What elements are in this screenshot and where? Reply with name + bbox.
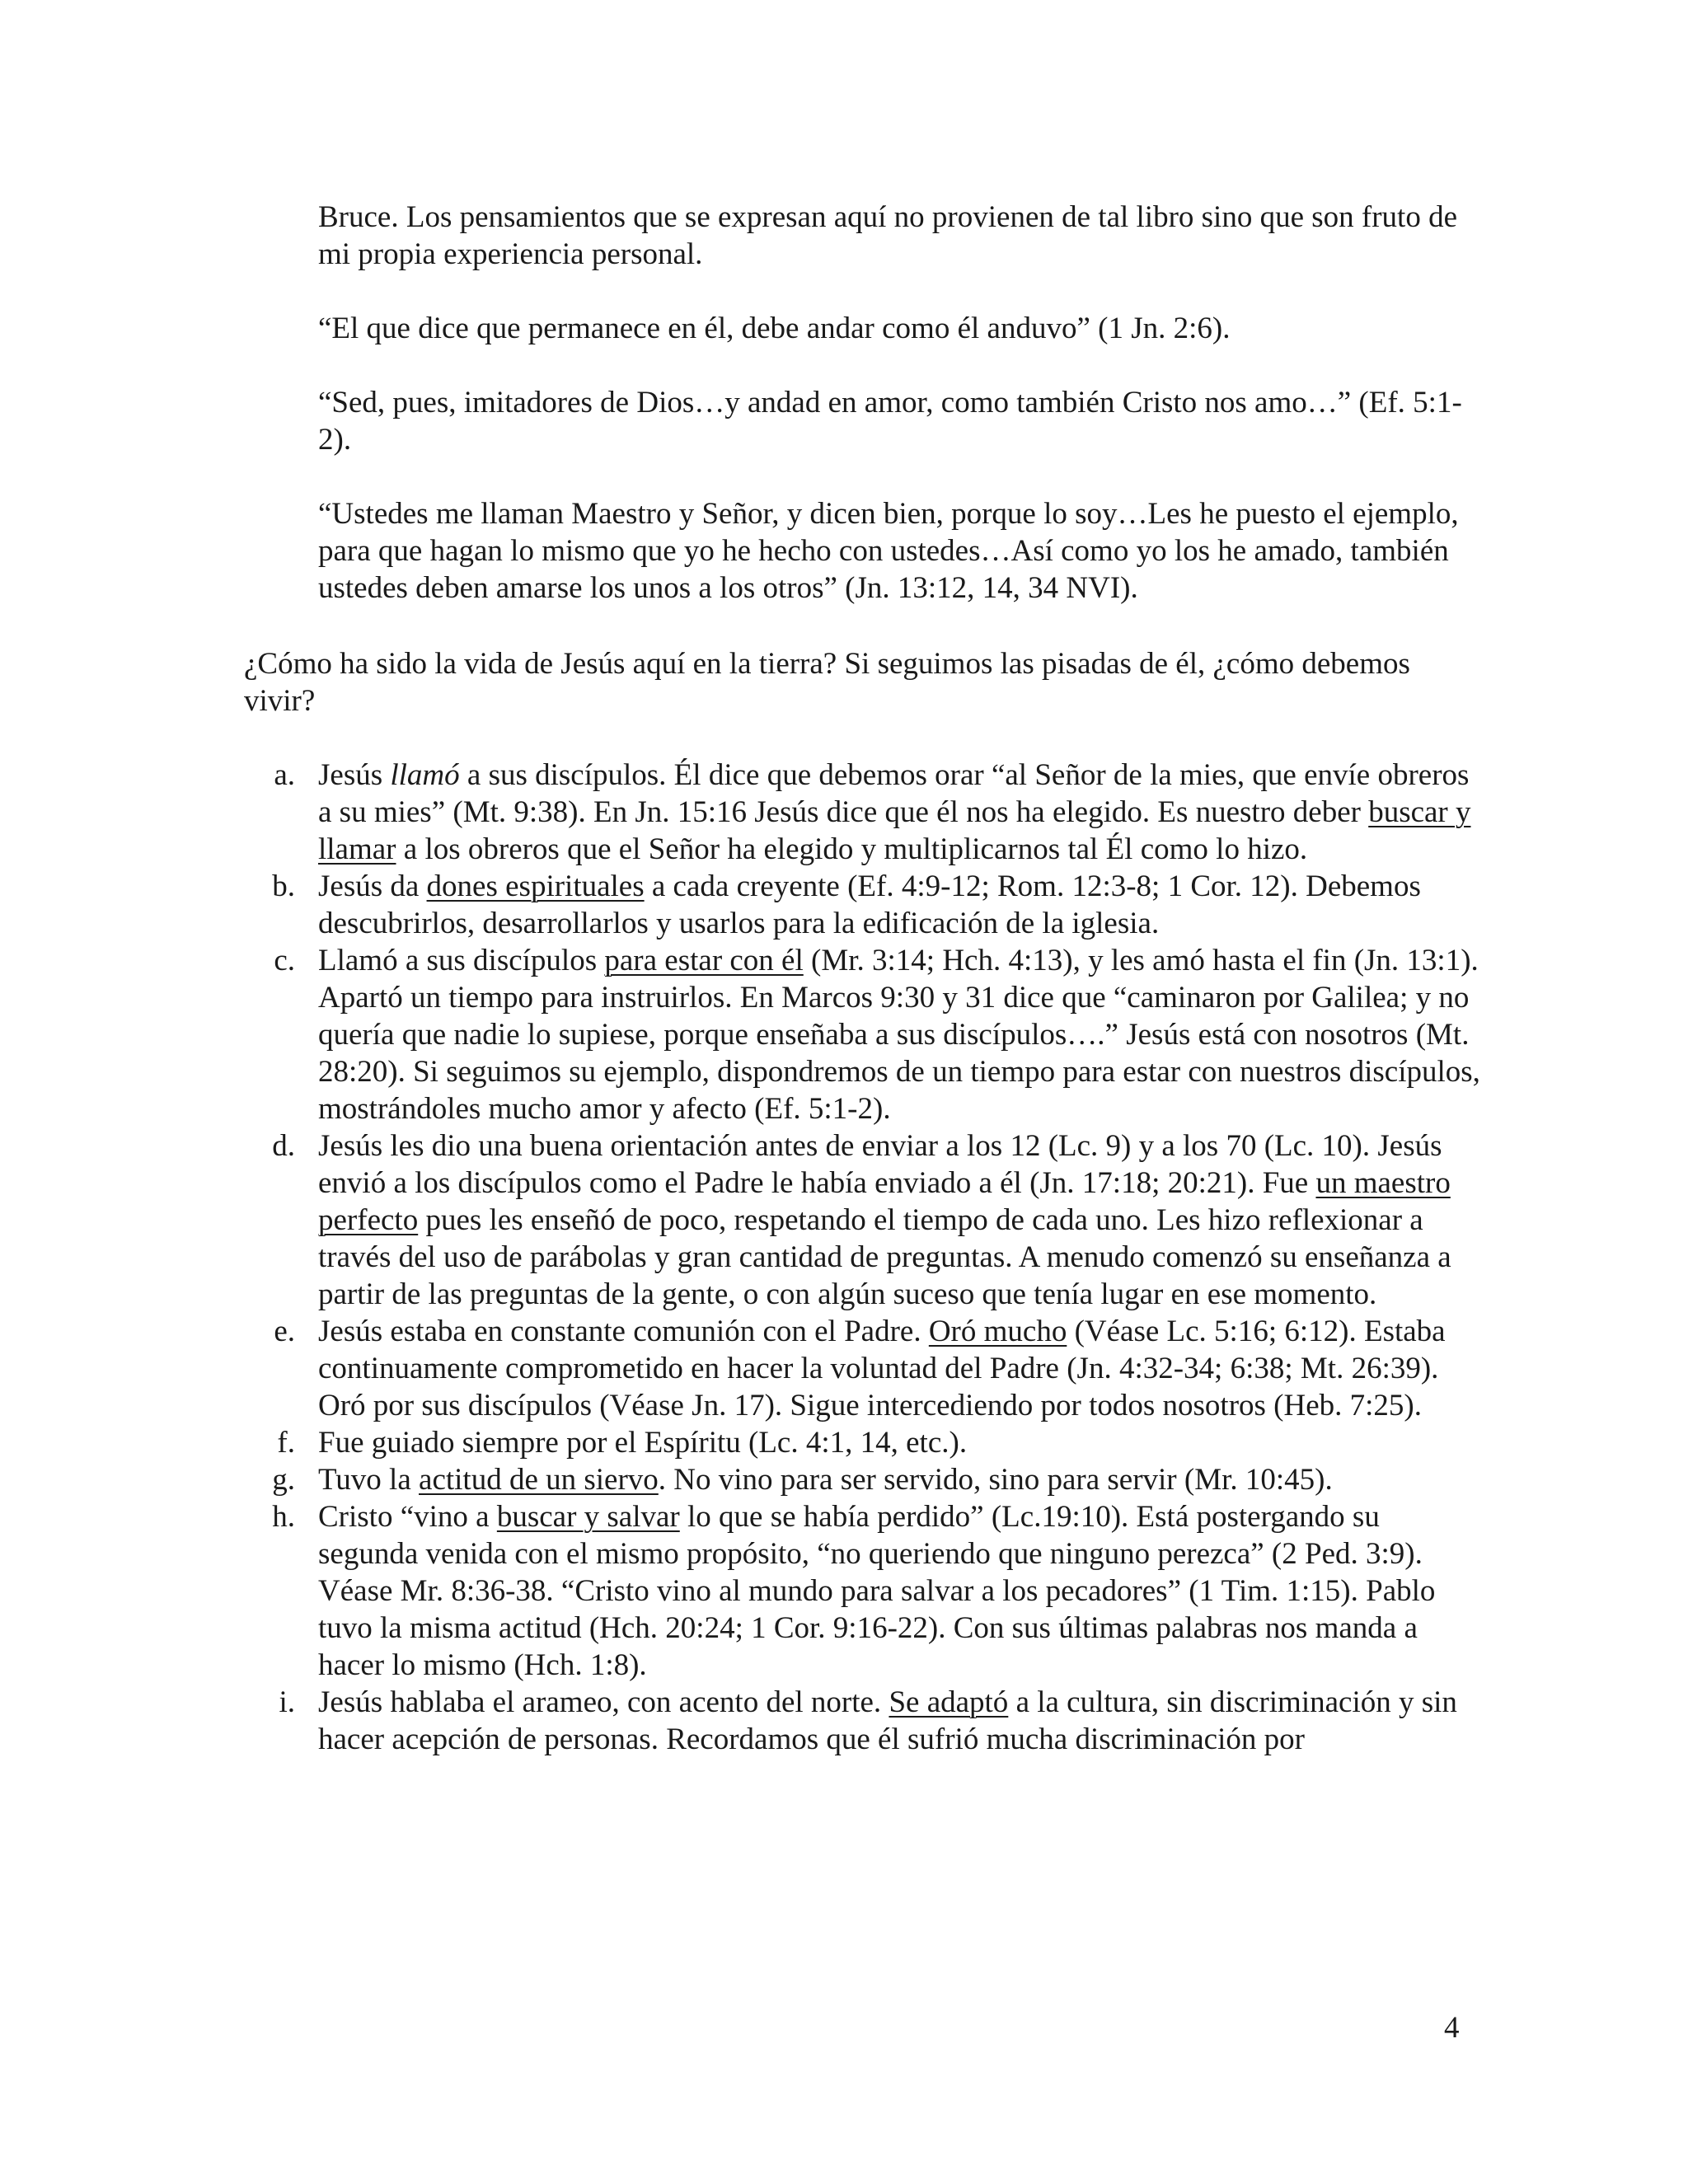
list-text: Fue guiado siempre por el Espíritu (Lc. 4:1, 14, etc.). — [318, 1426, 968, 1460]
list-marker: i. — [279, 1685, 295, 1719]
intro-paragraph: Bruce. Los pensamientos que se expresan aquí no provienen de tal libro sino que son fruto de mi propia experiencia personal. — [318, 200, 1458, 271]
list-marker: h. — [272, 1500, 295, 1534]
list-text: Llamó a sus discípulos — [318, 944, 605, 977]
list-text: Cristo “vino a — [318, 1500, 497, 1534]
quote-block-2 — [318, 384, 1472, 458]
list-text: (Mr. 3:14; Hch. 4:13), y les amó hasta el fin (Jn. 13:1). Apartó un tiempo para instruirlos. En Marcos 9:30 y 31 dice que “caminaron por Galilea; y no quería que nadie lo supiese, porque enseñaba a sus discípulos….” Jesús está con nosotros (Mt. 28:20). Si seguimos su ejemplo, dispondremos de un tiempo para estar con nuestros discípulos, mostrándoles mucho amor y afecto (Ef. 5:1-2). — [318, 944, 1480, 1126]
list-marker: f. — [277, 1426, 295, 1460]
list-text: Jesús — [318, 758, 391, 792]
intro-paragraph-block — [318, 199, 1472, 273]
section-question: ¿Cómo ha sido la vida de Jesús aquí en la tierra? Si seguimos las pisadas de él, ¿cómo debemos vivir? — [244, 647, 1410, 718]
list-marker: d. — [272, 1129, 295, 1163]
list-item — [244, 1313, 1480, 1424]
list-marker: c. — [274, 944, 295, 977]
list-text: Jesús les dio una buena orientación antes de enviar a los 12 (Lc. 9) y a los 70 (Lc. 10). Jesús envió a los discípulos como el Padre le había enviado a él (Jn. 17:18; 20:21). Fue — [318, 1129, 1442, 1200]
underlined-text: un maestro perfecto — [318, 1166, 1451, 1237]
list-text: a sus discípulos. Él dice que debemos orar “al Señor de la mies, que envíe obreros a su mies” (Mt. 9:38). En Jn. 15:16 Jesús dice que él nos ha elegido. Es nuestro deber — [318, 758, 1470, 829]
list-item — [244, 1684, 1480, 1758]
list-marker: a. — [274, 758, 295, 792]
list-item — [244, 1498, 1480, 1684]
underlined-text: para estar con él — [604, 944, 804, 977]
underlined-text: Oró mucho — [928, 1315, 1067, 1348]
page-number: 4 — [1444, 2011, 1460, 2045]
list-item — [244, 1127, 1480, 1313]
quote-1: “El que dice que permanece en él, debe andar como él anduvo” (1 Jn. 2:6). — [318, 312, 1231, 345]
list-text: Jesús estaba en constante comunión con el Padre. — [318, 1315, 929, 1348]
list-text: a los obreros que el Señor ha elegido y multiplicarnos tal Él como lo hizo. — [396, 832, 1308, 866]
list-text: pues les enseñó de poco, respetando el tiempo de cada uno. Les hizo reflexionar a través del uso de parábolas y gran cantidad de preguntas. A menudo comenzó su enseñanza a partir de las preguntas de la gente, o con algún suceso que tenía lugar en ese momento. — [318, 1203, 1451, 1311]
lettered-list — [244, 757, 1480, 1758]
list-text: Jesús da — [318, 869, 427, 903]
list-item — [244, 1424, 1480, 1461]
underlined-text: buscar y llamar — [318, 795, 1471, 866]
underlined-text: actitud de un siervo — [419, 1463, 659, 1497]
list-marker: g. — [272, 1463, 295, 1497]
list-text: a cada creyente (Ef. 4:9-12; Rom. 12:3-8; 1 Cor. 12). Debemos descubrirlos, desarrollarlos y usarlos para la edificación de la iglesia. — [318, 869, 1421, 940]
list-item — [244, 868, 1480, 942]
underlined-text: buscar y salvar — [496, 1500, 680, 1534]
list-text: (Véase Lc. 5:16; 6:12). Estaba continuamente comprometido en hacer la voluntad del Padre (Jn. 4:32-34; 6:38; Mt. 26:39). Oró por sus discípulos (Véase Jn. 17). Sigue intercediendo por todos nosotros (Heb. 7:25). — [318, 1315, 1446, 1422]
list-text: Jesús hablaba el arameo, con acento del norte. — [318, 1685, 889, 1719]
quote-block-3 — [318, 495, 1472, 607]
quote-3: “Ustedes me llaman Maestro y Señor, y dicen bien, porque lo soy…Les he puesto el ejemplo, para que hagan lo mismo que yo he hecho con ustedes…Así como yo los he amado, también ustedes deben amarse los unos a los otros” (Jn. 13:12, 14, 34 NVI). — [318, 497, 1459, 605]
quote-2: “Sed, pues, imitadores de Dios…y andad en amor, como también Cristo nos amo…” (Ef. 5:1-2). — [318, 386, 1462, 457]
list-text: . No vino para ser servido, sino para servir (Mr. 10:45). — [658, 1463, 1333, 1497]
list-text: Tuvo la — [318, 1463, 420, 1497]
list-item — [244, 1461, 1480, 1498]
list-marker: b. — [272, 869, 295, 903]
list-text: a la cultura, sin discriminación y sin hacer acepción de personas. Recordamos que él sufrió mucha discriminación por — [318, 1685, 1457, 1756]
emphasis-text: llamó — [390, 758, 460, 792]
quote-block-1 — [318, 310, 1472, 347]
list-marker: e. — [274, 1315, 295, 1348]
underlined-text: Se adaptó — [889, 1685, 1009, 1719]
list-item — [244, 942, 1480, 1127]
underlined-text: dones espirituales — [426, 869, 645, 903]
list-text: lo que se había perdido” (Lc.19:10). Está postergando su segunda venida con el mismo propósito, “no queriendo que ninguno perezca” (2 Ped. 3:9). Véase Mr. 8:36-38. “Cristo vino al mundo para salvar a los pecadores” (1 Tim. 1:15). Pablo tuvo la misma actitud (Hch. 20:24; 1 Cor. 9:16-22). Con sus últimas palabras nos manda a hacer lo mismo (Hch. 1:8). — [318, 1500, 1436, 1682]
list-item — [244, 757, 1480, 868]
